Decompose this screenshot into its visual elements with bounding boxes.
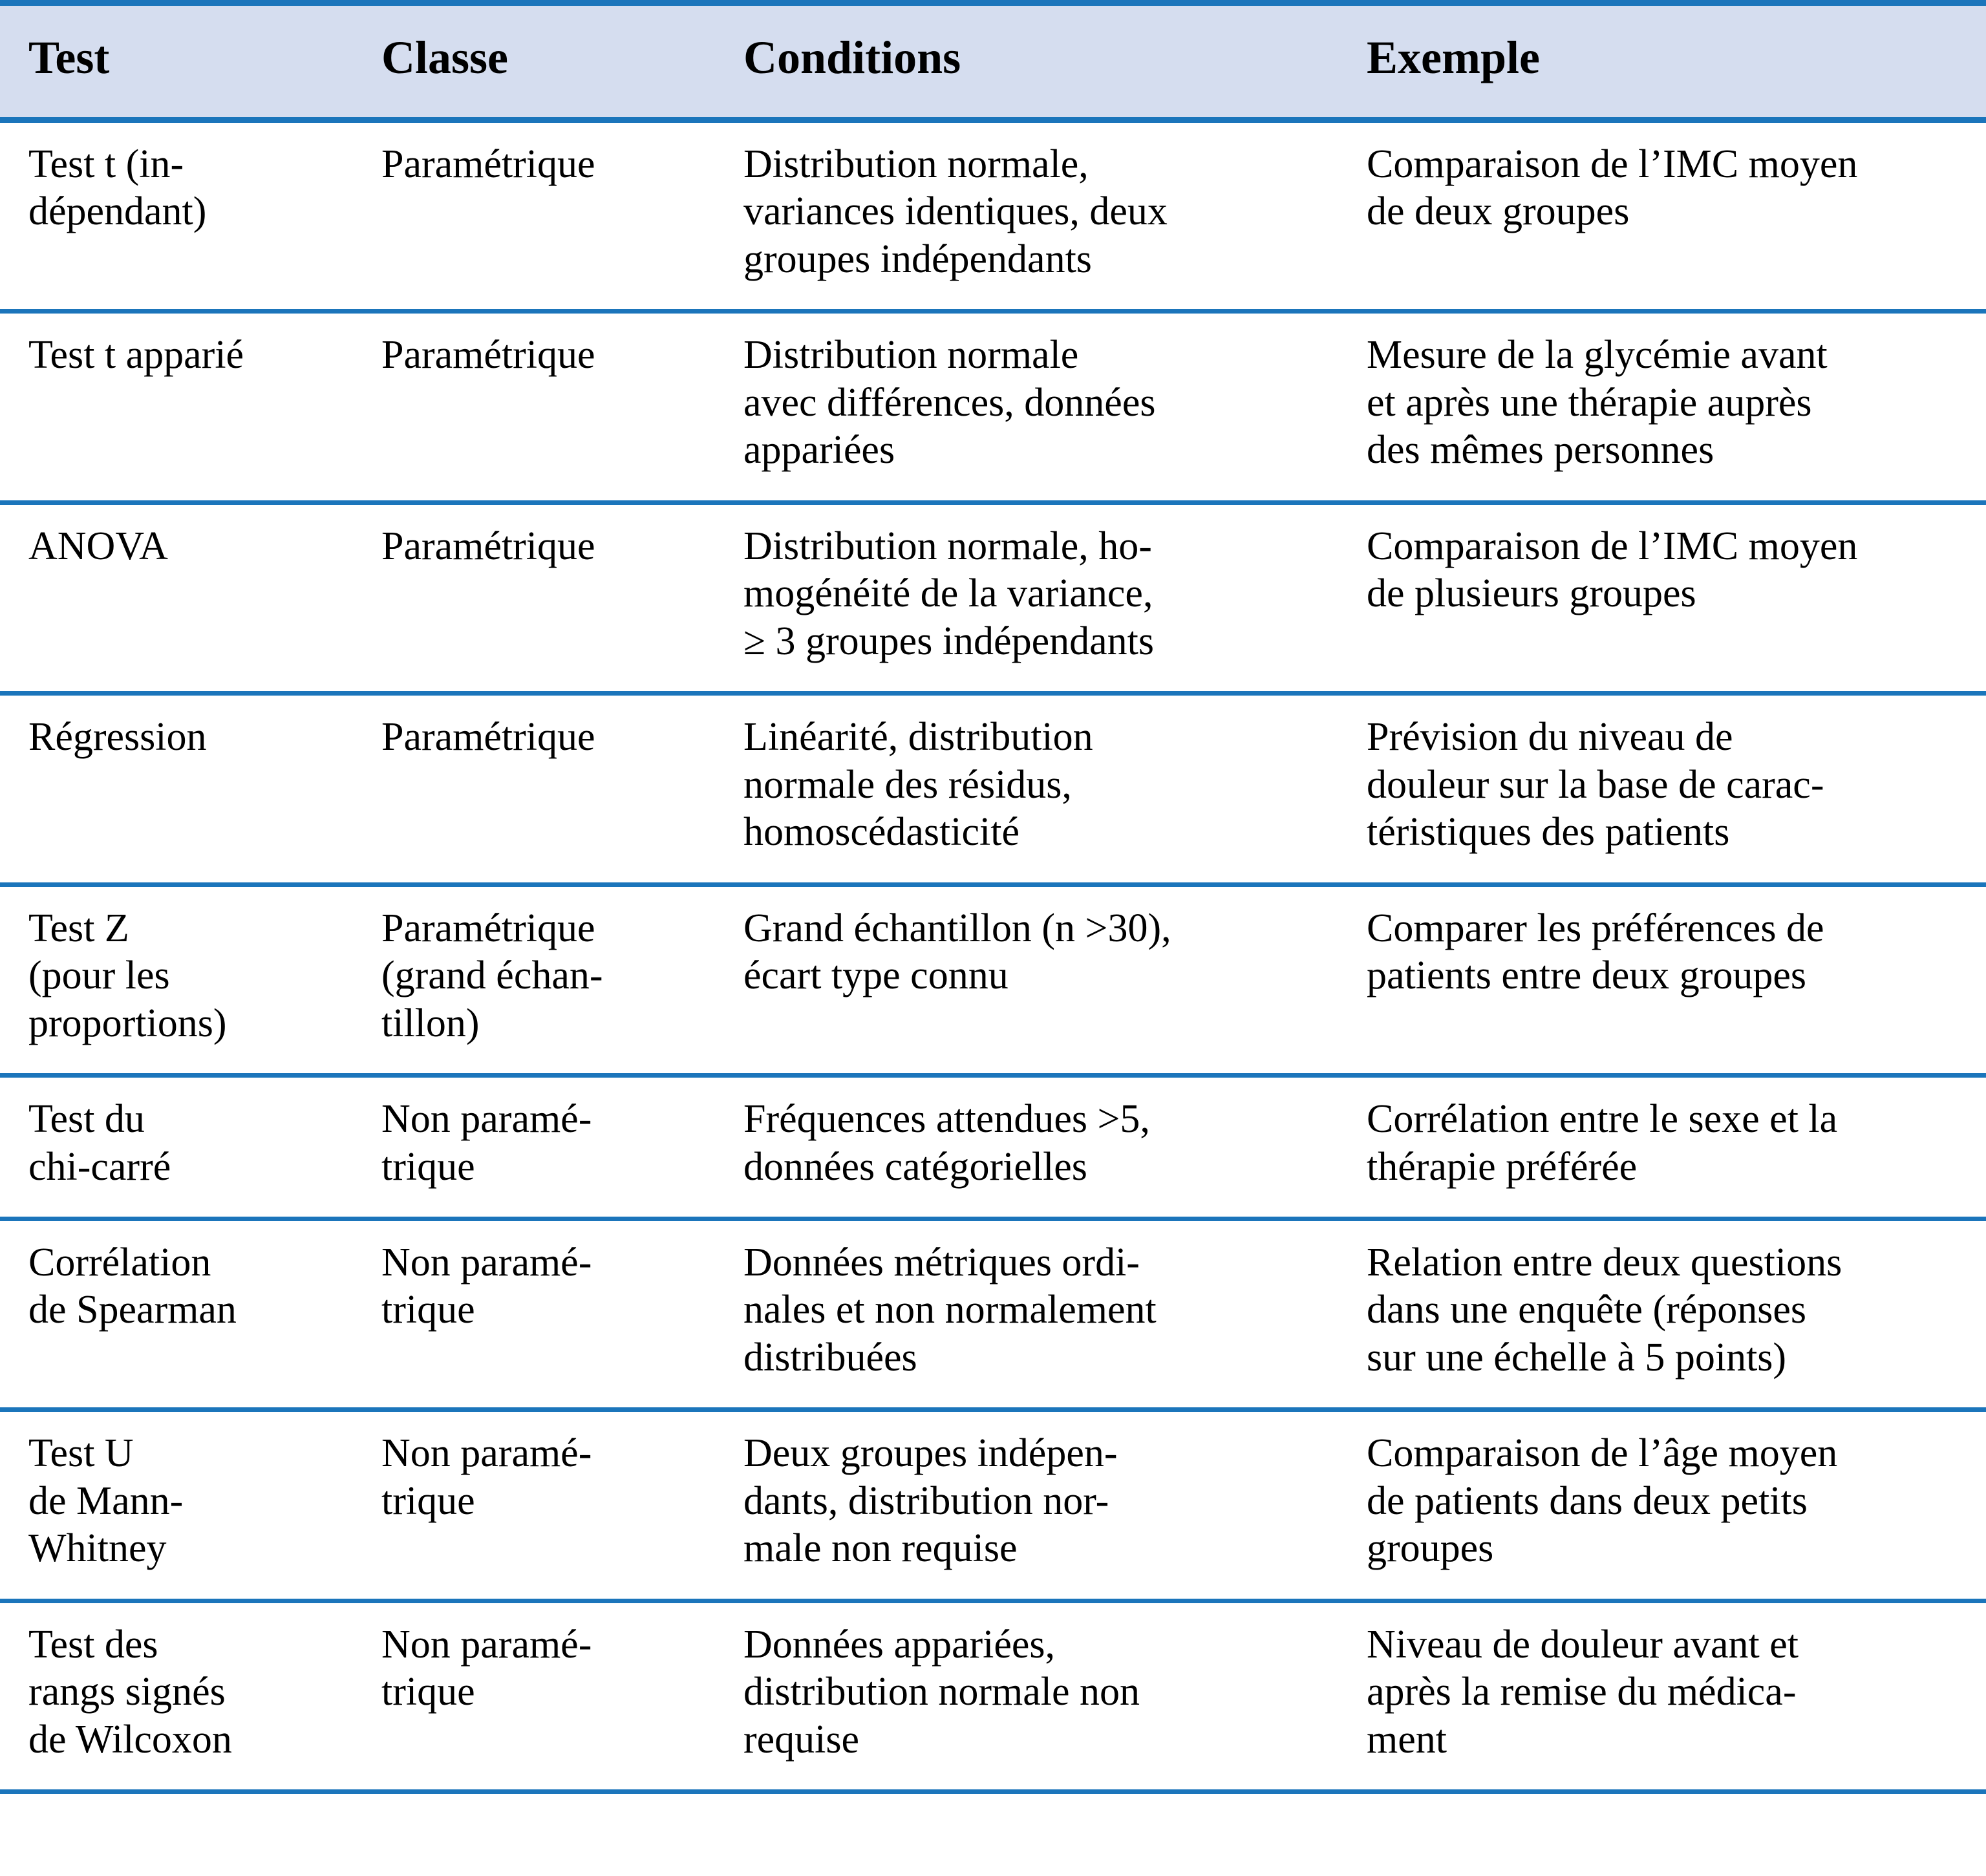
cell-text-line: Whitney [28,1526,167,1571]
cell-exemple [1345,1410,1986,1601]
cell-text-line: ment [1367,1717,1447,1762]
cell-text-line: Distribution normale, [743,142,1089,186]
cell-text-line: Non paramé- [381,1431,592,1476]
cell-text-line: Corrélation entre le sexe et la [1367,1097,1838,1142]
cell-classe [368,312,731,502]
table-row [0,1410,1986,1601]
cell-text-line: Comparer les préférences de [1367,906,1824,950]
cell-text-line: douleur sur la base de carac- [1367,762,1824,807]
cell-classe [368,1601,731,1791]
cell-exemple [1345,1219,1986,1409]
cell-text-line: de deux groupes [1367,189,1630,234]
cell-text-line: appariées [743,428,895,473]
cell-text-line: variances identiques, deux [743,189,1168,234]
cell-test [0,694,368,884]
cell-text-line: dants, distribution nor- [743,1478,1109,1523]
cell-exemple [1345,1601,1986,1791]
cell-text-line: de plusieurs groupes [1367,571,1696,616]
cell-exemple [1345,502,1986,693]
table-header [0,3,1986,120]
cell-text-line: Corrélation [28,1240,211,1284]
cell-text-line: et après une thérapie auprès [1367,380,1812,425]
cell-text-line: chi-carré [28,1144,171,1189]
cell-text-line: ANOVA [28,524,168,568]
column-header-conditions: Conditions [731,3,1345,120]
cell-text-line: Test U [28,1431,134,1476]
cell-test [0,1410,368,1601]
cell-conditions [731,884,1345,1075]
cell-text-line: rangs signés [28,1670,226,1714]
cell-text-line: dans une enquête (réponses [1367,1288,1807,1332]
cell-conditions [731,502,1345,693]
cell-text-line: Test du [28,1097,145,1142]
cell-text-line: Prévision du niveau de [1367,715,1733,760]
table-body [0,120,1986,1792]
cell-exemple [1345,120,1986,312]
cell-text-line: avec différences, données [743,380,1156,425]
cell-text-line: trique [381,1144,475,1189]
cell-classe [368,1076,731,1219]
table-row [0,1601,1986,1791]
cell-text-line: Comparaison de l’IMC moyen [1367,524,1858,568]
cell-text-line: tillon) [381,1001,480,1045]
cell-exemple [1345,1076,1986,1219]
cell-text-line: groupes indépendants [743,237,1092,281]
cell-text-line: Test t apparié [28,333,244,378]
cell-text-line: Linéarité, distribution [743,715,1093,760]
cell-text-line: après la remise du médica- [1367,1670,1797,1714]
cell-text-line: thérapie préférée [1367,1144,1638,1189]
cell-exemple [1345,312,1986,502]
cell-text-line: male non requise [743,1526,1018,1571]
cell-classe [368,694,731,884]
cell-conditions [731,694,1345,884]
cell-text-line: distribution normale non [743,1670,1140,1714]
cell-text-line: trique [381,1670,475,1714]
cell-test [0,1076,368,1219]
cell-text-line: de patients dans deux petits [1367,1478,1808,1523]
column-header-test: Test [0,3,368,120]
cell-test [0,502,368,693]
cell-classe [368,884,731,1075]
cell-exemple [1345,694,1986,884]
cell-conditions [731,1076,1345,1219]
table-row [0,312,1986,502]
table-row [0,1076,1986,1219]
cell-text-line: Mesure de la glycémie avant [1367,333,1828,378]
cell-text-line: distribuées [743,1335,917,1380]
cell-test [0,1601,368,1791]
cell-text-line: (grand échan- [381,954,603,998]
cell-text-line: de Wilcoxon [28,1717,232,1762]
cell-text-line: Données métriques ordi- [743,1240,1140,1284]
cell-text-line: normale des résidus, [743,762,1072,807]
cell-text-line: sur une échelle à 5 points) [1367,1335,1787,1380]
cell-conditions [731,120,1345,312]
cell-text-line: Distribution normale, ho- [743,524,1152,568]
table-row [0,120,1986,312]
cell-conditions [731,1601,1345,1791]
cell-text-line: mogénéité de la variance, [743,571,1153,616]
cell-text-line: groupes [1367,1526,1494,1571]
cell-text-line: Non paramé- [381,1622,592,1667]
cell-text-line: Grand échantillon (n >30), [743,906,1171,950]
table-row [0,694,1986,884]
cell-text-line: de Mann- [28,1478,184,1523]
cell-text-line: patients entre deux groupes [1367,954,1807,998]
cell-text-line: Non paramé- [381,1240,592,1284]
cell-text-line: des mêmes personnes [1367,428,1714,473]
cell-conditions [731,312,1345,502]
cell-conditions [731,1219,1345,1409]
cell-text-line: Relation entre deux questions [1367,1240,1842,1284]
cell-text-line: Données appariées, [743,1622,1056,1667]
cell-text-line: Paramétrique [381,906,595,950]
cell-text-line: données catégorielles [743,1144,1087,1189]
cell-text-line: Régression [28,715,207,760]
cell-text-line: homoscédasticité [743,810,1020,855]
cell-text-line: trique [381,1288,475,1332]
table-header-row [0,3,1986,120]
cell-exemple [1345,884,1986,1075]
cell-text-line: Paramétrique [381,715,595,760]
table-row [0,1219,1986,1409]
cell-test [0,884,368,1075]
cell-text-line: Niveau de douleur avant et [1367,1622,1799,1667]
table-row [0,502,1986,693]
column-header-classe: Classe [368,3,731,120]
cell-classe [368,120,731,312]
cell-text-line: Fréquences attendues >5, [743,1097,1150,1142]
cell-text-line: (pour les [28,954,170,998]
cell-text-line: Deux groupes indépen- [743,1431,1118,1476]
cell-text-line: proportions) [28,1001,227,1045]
cell-conditions [731,1410,1345,1601]
column-header-exemple: Exemple [1345,3,1986,120]
cell-text-line: écart type connu [743,954,1009,998]
cell-text-line: Paramétrique [381,333,595,378]
cell-text-line: dépendant) [28,189,207,234]
cell-text-line: Test des [28,1622,158,1667]
table-row [0,884,1986,1075]
cell-text-line: Paramétrique [381,142,595,186]
cell-text-line: Test Z [28,906,129,950]
cell-classe [368,502,731,693]
cell-text-line: Comparaison de l’IMC moyen [1367,142,1858,186]
cell-text-line: nales et non normalement [743,1288,1157,1332]
cell-text-line: Comparaison de l’âge moyen [1367,1431,1838,1476]
cell-text-line: trique [381,1478,475,1523]
cell-text-line: Test t (in- [28,142,184,186]
cell-test [0,120,368,312]
cell-text-line: Non paramé- [381,1097,592,1142]
cell-classe [368,1219,731,1409]
cell-text-line: ≥ 3 groupes indépendants [743,619,1154,663]
cell-classe [368,1410,731,1601]
cell-text-line: de Spearman [28,1288,237,1332]
cell-text-line: téristiques des patients [1367,810,1730,855]
cell-text-line: requise [743,1717,860,1762]
cell-text-line: Distribution normale [743,333,1079,378]
cell-test [0,312,368,502]
cell-test [0,1219,368,1409]
cell-text-line: Paramétrique [381,524,595,568]
